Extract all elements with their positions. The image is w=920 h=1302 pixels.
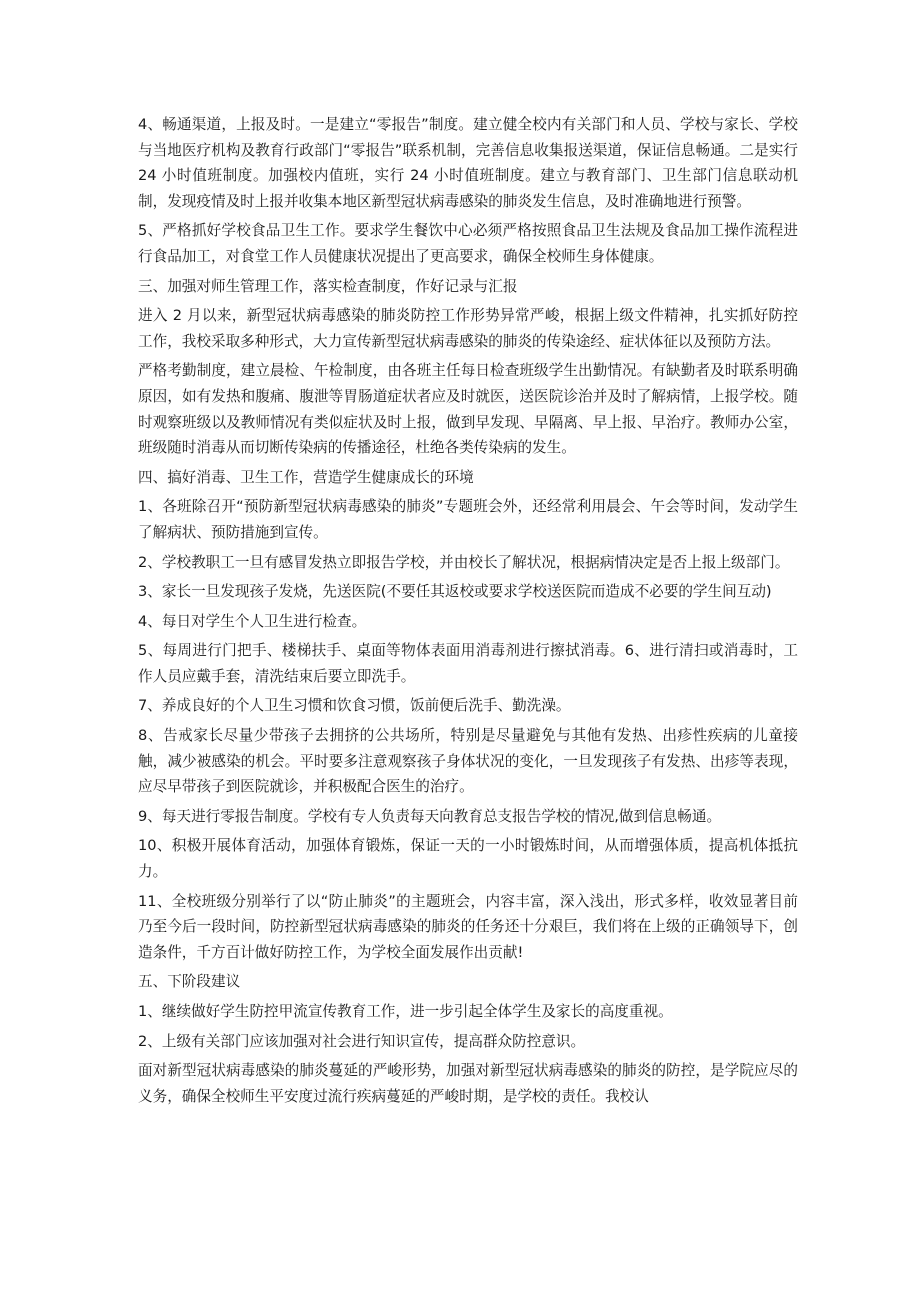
list-item-9: 9、每天进行零报告制度。学校有专人负责每天向教育总支报告学校的情况,做到信息畅通。 [138, 807, 722, 825]
list-item-10: 10、积极开展体育活动，加强体育锻炼，保证一天的一小时锻炼时间，从而增强体质，提高机体抵抗力。 [138, 837, 798, 881]
list-item-1: 1、各班除召开“预防新型冠状病毒感染的肺炎”专题班会外，还经常利用晨会、午会等时间，发动学生了解病状、预防措施到宣传。 [138, 498, 798, 541]
list-item-11: 11、全校班级分别举行了以“防止肺炎”的主题班会，内容丰富，深入浅出，形式多样，收效显著目前乃至今后一段时间，防控新型冠状病毒感染的肺炎的任务还十分艰巨，我们将在上级的正确领导下，创造条件，千方百计做好防控工作，为学校全面发展作出贡献! [138, 892, 798, 961]
paragraph-food-safety: 5、严格抓好学校食品卫生工作。要求学生餐饮中心必须严格按照食品卫生法规及食品加工操作流程进行食品加工，对食堂工作人员健康状况提出了更高要求，确保全校师生身体健康。 [138, 222, 798, 265]
paragraph-february-situation: 进入 2 月以来，新型冠状病毒感染的肺炎防控工作形势异常严峻，根据上级文件精神，扎实抓好防控工作，我校采取多种形式，大力宣传新型冠状病毒感染的肺炎的传染途经、症状体征以及预防方法。 [138, 307, 798, 350]
section-heading-five: 五、下阶段建议 [138, 973, 241, 991]
list-item-8: 8、告戒家长尽量少带孩子去拥挤的公共场所，特别是尽量避免与其他有发热、出疹性疾病的儿童接触，减少被感染的机会。平时要多注意观察孩子身体状况的变化，一旦发现孩子有发热、出疹等表现，应尽早带孩子到医院就诊，并积极配合医生的治疗。 [138, 727, 798, 796]
list-item-3: 3、家长一旦发现孩子发烧，先送医院(不要任其返校或要求学校送医院而造成不必要的学生间互动) [138, 583, 772, 601]
paragraph-conclusion: 面对新型冠状病毒感染的肺炎蔓延的严峻形势，加强对新型冠状病毒感染的肺炎的防控，是学院应尽的义务，确保全校师生平安度过流行疾病蔓延的严峻时期，是学校的责任。我校认 [138, 1062, 798, 1105]
list-item-4: 4、每日对学生个人卫生进行检查。 [138, 612, 367, 630]
paragraph-attendance: 严格考勤制度，建立晨检、午检制度，由各班主任每日检查班级学生出勤情况。有缺勤者及时联系明确原因，如有发热和腹痛、腹泄等胃肠道症状者应及时就医，送医院诊治并及时了解病情，上报学校。随时观察班级以及教师情况有类似症状及时上报，做到早发现、早隔离、早上报、早治疗。教师办公室，班级随时消毒从而切断传染病的传播途径，杜绝各类传染病的发生。 [138, 362, 798, 457]
list-item-2: 2、学校教职工一旦有感冒发热立即报告学校，并由校长了解状况，根据病情决定是否上报上级部门。 [138, 553, 790, 571]
list-item-5-6: 5、每周进行门把手、楼梯扶手、桌面等物体表面用消毒剂进行擦拭消毒。6、进行清扫或消毒时，工作人员应戴手套，清洗结束后要立即洗手。 [138, 642, 798, 685]
document-body [138, 112, 798, 1113]
list-item-7: 7、养成良好的个人卫生习惯和饮食习惯，饭前便后洗手、勤洗澡。 [138, 697, 571, 715]
paragraph-zero-report: 4、畅通渠道，上报及时。一是建立“零报告”制度。建立健全校内有关部门和人员、学校与家长、学校与当地医疗机构及教育行政部门“零报告”联系机制，完善信息收集报送渠道，保证信息畅通。二是实行 24 小时值班制度。加强校内值班，实行 24 小时值班制度。建立与教育部门、卫生部门信息联动机制，发现疫情及时上报并收集本地区新型冠状病毒感染的肺炎发生信息，及时准确地进行预警。 [138, 116, 798, 210]
suggestion-item-1: 1、继续做好学生防控甲流宣传教育工作，进一步引起全体学生及家长的高度重视。 [138, 1003, 673, 1020]
section-heading-three: 三、加强对师生管理工作，落实检查制度，作好记录与汇报 [138, 277, 518, 295]
section-heading-four: 四、搞好消毒、卫生工作，营造学生健康成长的环境 [138, 468, 474, 486]
suggestion-item-2: 2、上级有关部门应该加强对社会进行知识宣传，提高群众防控意识。 [138, 1032, 586, 1050]
